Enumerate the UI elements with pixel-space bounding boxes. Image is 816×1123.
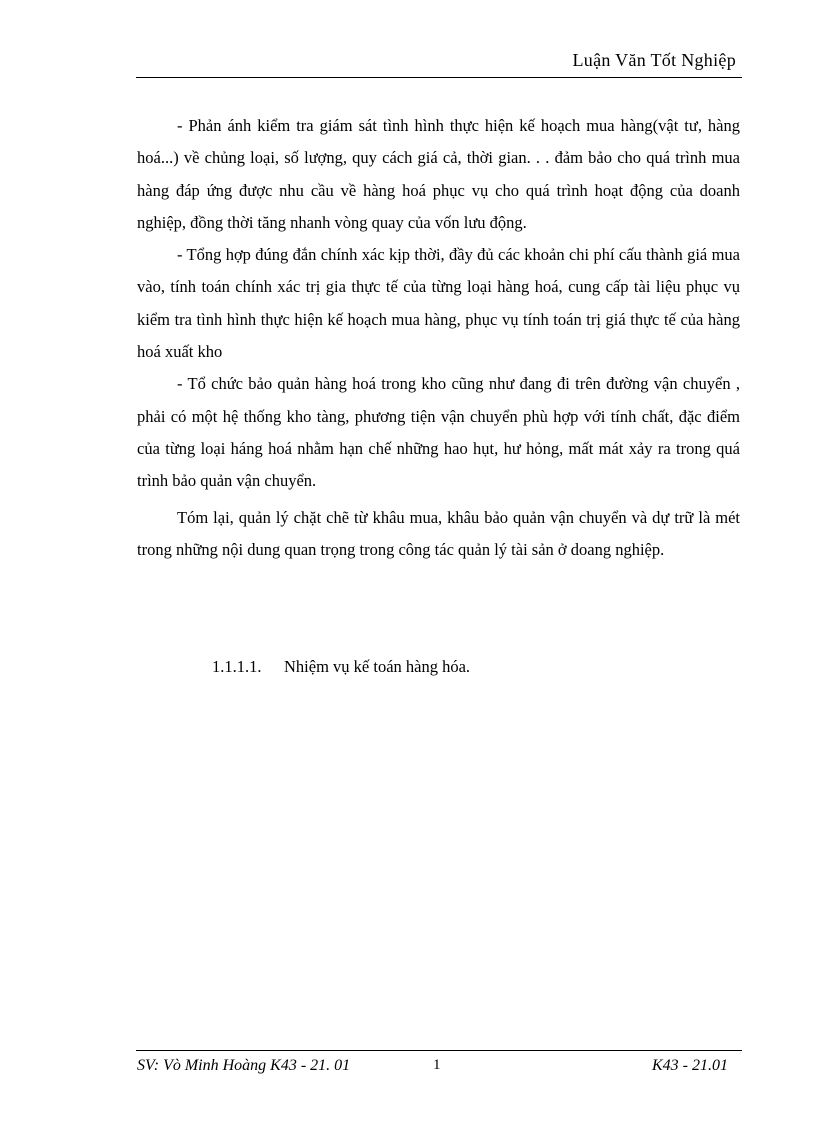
paragraph-3: - Tổ chức bảo quản hàng hoá trong kho cũng như đang đi trên đường vận chuyển , phải có một hệ thống kho tàng, phương tiện vận chuyển phù hợp với tính chất, đặc điểm của từng loại háng hoá nhằm hạn chế những hao hụt, hư hỏng, mất mát xảy ra trong quá trình bảo quản vận chuyển.: [137, 374, 740, 491]
page-header-title: Luận Văn Tốt Nghiệp: [572, 50, 736, 70]
paragraph-2: - Tổng hợp đúng đắn chính xác kịp thời, đầy đủ các khoản chi phí cấu thành giá mua vào, tính toán chính xác trị gia thực tế của từng loại hàng hoá, cung cấp tài liệu phục vụ kiểm tra tình hình thực hiện kế hoạch mua hàng, phục vụ tính toán trị giá thực tế của hàng hoá xuất kho: [137, 245, 740, 362]
body-text: [137, 110, 740, 566]
footer-student: SV: Vò Minh Hoàng K43 - 21. 01: [137, 1057, 351, 1074]
header-rule: [136, 77, 742, 78]
footer-class-code: K43 - 21.01: [652, 1057, 728, 1074]
footer-rule: [136, 1050, 742, 1051]
paragraph-1: - Phản ánh kiểm tra giám sát tình hình thực hiện kế hoạch mua hàng(vật tư, hàng hoá...) về chủng loại, số lượng, quy cách giá cả, thời gian. . . đảm bảo cho quá trình mua hàng đáp ứng được nhu cầu về hàng hoá phục vụ cho quá trình hoạt động của doanh nghiệp, đồng thời tăng nhanh vòng quay của vốn lưu động.: [137, 116, 740, 232]
section-heading: [212, 657, 470, 677]
footer-page-number: 1: [433, 1057, 441, 1073]
paragraph-4: Tóm lại, quản lý chặt chẽ từ khâu mua, khâu bảo quản vận chuyển và dự trữ là mét trong những nội dung quan trọng trong công tác quản lý tài sản ở doang nghiệp.: [137, 507, 740, 559]
section-title: Nhiệm vụ kế toán hàng hóa.: [284, 657, 471, 676]
section-number: 1.1.1.1.: [212, 657, 262, 676]
